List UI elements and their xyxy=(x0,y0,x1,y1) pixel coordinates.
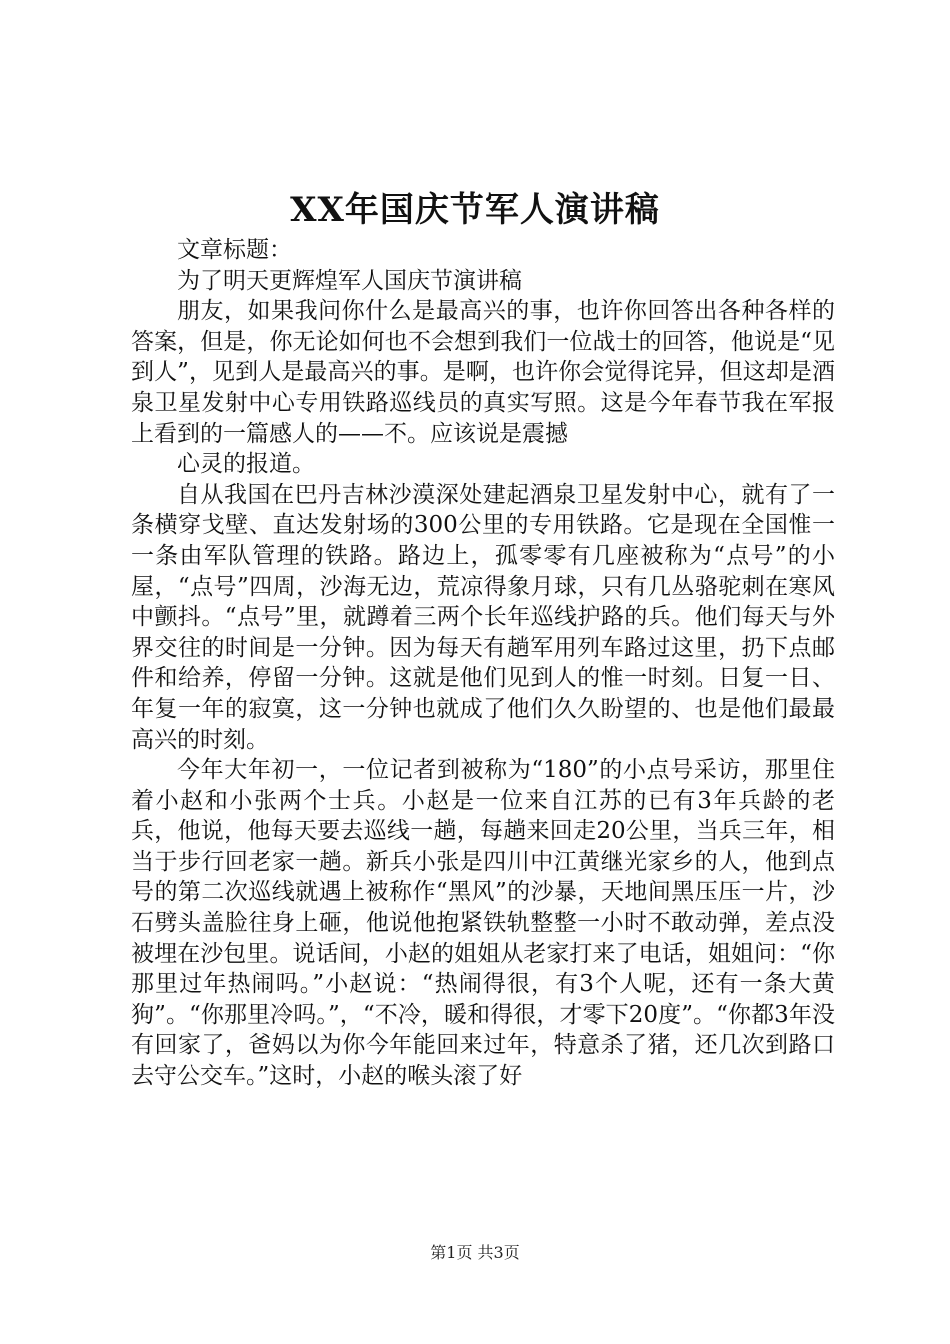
page-footer: 第1页 共3页 xyxy=(430,1243,520,1262)
paragraph-intro: 朋友，如果我问你什么是最高兴的事，也许你回答出各种各样的答案，但是，你无论如何也不会想到我们一位战士的回答，他说是“见到人”，见到人是最高兴的事。是啊，也许你会觉得诧异，但这却是酒泉卫星发射中心专用铁路巡线员的真实写照。这是今年春节我在军报上看到的一篇感人的——不。应该说是震撼 xyxy=(131,298,835,447)
paragraph-new-year: 今年大年初一，一位记者到被称为“180”的小点号采访，那里住着小赵和小张两个士兵。小赵是一位来自江苏的已有3年兵龄的老兵，他说，他每天要去巡线一趟，每趟来回走20公里，当兵三年，相当于步行回老家一趟。新兵小张是四川中江黄继光家乡的人，他到点号的第二次巡线就遇上被称作“黑风”的沙暴，天地间黑压压一片，沙石劈头盖脸往身上砸，他说他抱紧铁轨整整一小时不敢动弹，差点没被埋在沙包里。说话间，小赵的姐姐从老家打来了电话，姐姐问：“你那里过年热闹吗。”小赵说：“热闹得很，有3个人呢，还有一条大黄狗”。“你那里冷吗。”，“不冷，暖和得很，才零下20度”。“你都3年没有回家了，爸妈以为你今年能回来过年，特意杀了猪，还几次到路口去守公交车。”这时，小赵的喉头滚了好 xyxy=(131,757,835,1090)
paragraph-article-label: 文章标题： xyxy=(177,237,292,263)
paragraph-railway: 自从我国在巴丹吉林沙漠深处建起酒泉卫星发射中心，就有了一条横穿戈壁、直达发射场的300公里的专用铁路。它是现在全国惟一一条由军队管理的铁路。路边上，孤零零有几座被称为“点号”的小屋，“点号”四周，沙海无边，荒凉得象月球，只有几丛骆驼刺在寒风中颤抖。“点号”里，就蹲着三两个长年巡线护路的兵。他们每天与外界交往的时间是一分钟。因为每天有趟军用列车路过这里，扔下点邮件和给养，停留一分钟。这就是他们见到人的惟一时刻。日复一日、年复一年的寂寞，这一分钟也就成了他们久久盼望的、也是他们最最高兴的时刻。 xyxy=(131,481,835,753)
document-title: XX年国庆节军人演讲稿 xyxy=(290,190,660,230)
paragraph-report: 心灵的报道。 xyxy=(177,451,315,478)
paragraph-article-title: 为了明天更辉煌军人国庆节演讲稿 xyxy=(177,267,522,294)
document-body xyxy=(131,235,835,1092)
